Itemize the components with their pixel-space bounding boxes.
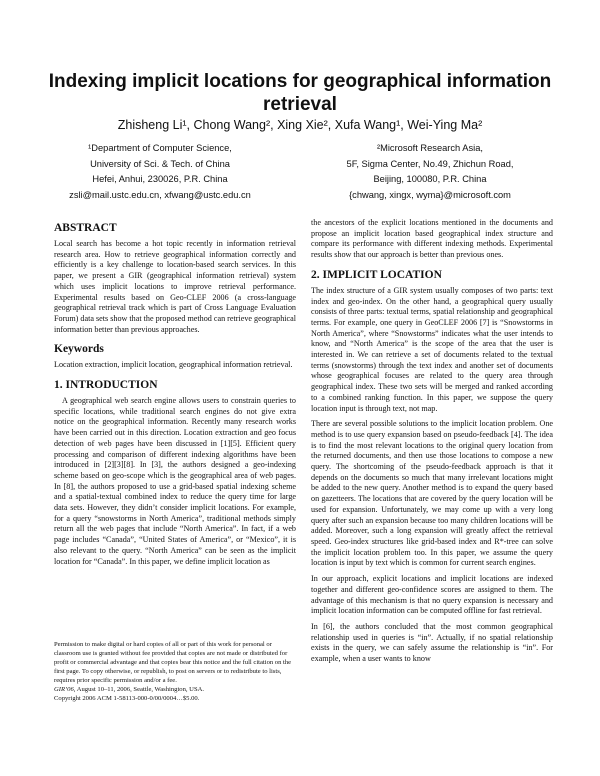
left-column: [54, 222, 296, 572]
affiliation-line: ¹Department of Computer Science,: [88, 143, 232, 153]
affiliation-ustc: [30, 141, 290, 203]
section2-paragraph: In our approach, explicit locations and implicit locations are indexed together and different geo-confidence scores are assigned to them. The advantage of this mechanism is that no query expansion is necessary and implicit location information can be computed offline for fast retrieval.: [311, 574, 553, 616]
affiliation-line: ²Microsoft Research Asia,: [377, 143, 483, 153]
keywords-text: Location extraction, implicit location, geographical information retrieval.: [54, 360, 293, 370]
introduction-paragraph: A geographical web search engine allows users to constrain queries to specific locations, while traditional search engines do not give extra notice on the geographical information. Recently many research works have been carried out in this direction. Location extraction and geo focus detection of web pages have been discussed in [1][5]. Efficient query processing and comparison of different indexing algorithms have been introduced in [2][3][8]. In [3], the authors designed a geo-indexing scheme based on geo-scope which is the geographical area of web pages. In [8], the authors proposed to use a grid-based spatial indexing scheme and a spatial-textual combined index to reduce the query time for large data sets. However, they didn’t consider implicit locations. For example, for a query “snowstorms in North America”, traditional methods simply return all the web pages that include “North America”. In fact, if a web page includes “Canada”, “United States of America”, or “Mexico”, it is also relevant to the query. “North America” can be seen as the implicit location for “Canada”. In this paper, we define implicit location as: [54, 396, 296, 566]
venue-name: GIR’06: [54, 686, 74, 693]
affiliation-email: zsli@mail.ustc.edu.cn, xfwang@ustc.edu.cn: [69, 189, 251, 200]
abstract-heading: ABSTRACT: [54, 222, 117, 234]
implicit-location-heading: 2. IMPLICIT LOCATION: [311, 268, 442, 281]
introduction-continuation: the ancestors of the explicit locations mentioned in the documents and propose an implicit location based geographical index structure and compare its performance with different indexing methods. Experimental results show that our approach is better than previous ones.: [311, 218, 553, 260]
paper-title: Indexing implicit locations for geographical information retrieval: [48, 71, 552, 115]
affiliation-email: {chwang, xingx, wyma}@microsoft.com: [349, 189, 511, 200]
affiliation-line: Beijing, 100080, P.R. China: [373, 174, 487, 184]
section2-paragraph: The index structure of a GIR system usually composes of two parts: text index and geo-index. On the other hand, a geographical query usually consists of three parts: textual terms, spatial relationship and geographical terms. For example, one query in GeoCLEF 2006 [7] is “Snowstorms in North America”, where “Snowstorms” indicates what the user intends to know, and “North America” is the scope of the area that the user is interested in. We can retrieve a set of documents related to the textual terms (snowstorms) through the text index and another set of documents whose geographical focuses are related to the query area through geographical index. These two sets will be merged and ranked according to a combined ranking function. In this paper, we suppose the query location input is through text, not map.: [311, 285, 553, 413]
permission-text: Permission to make digital or hard copies of all or part of this work for personal or classroom use is granted without fee provided that copies are not made or distributed for profit or commercial advantage and that copies bear this notice and the full citation on the first page. To copy otherwise, or republish, to post on servers or to redistribute to lists, requires prior specific permission and/or a fee.: [54, 641, 292, 684]
author-list: Zhisheng Li¹, Chong Wang², Xing Xie², Xufa Wang¹, Wei-Ying Ma²: [117, 118, 483, 132]
section2-paragraph: In [6], the authors concluded that the most common geographical relationship used in queries is “in”. Actually, if no spatial relationship exists in the query, we can safely assume the relationship is “in”. For example, when a user wants to know: [311, 621, 553, 664]
venue-line: [54, 685, 296, 694]
affiliation-line: 5F, Sigma Center, No.49, Zhichun Road,: [346, 158, 514, 169]
venue-details: , August 10–11, 2006, Seattle, Washington, USA.: [73, 686, 205, 693]
introduction-heading: 1. INTRODUCTION: [54, 379, 158, 392]
keywords-heading: Keywords: [54, 343, 104, 356]
abstract-text: Local search has become a hot topic recently in information retrieval research area. How to retrieve geographical information correctly and efficiently is a key challenge to location-based search services. In this paper, we present a GIR (geographical information retrieval) system which uses implicit locations to improve retrieval performance. Experimental results based on Geo-CLEF 2006 (a cross-language geographical retrieval track which is part of Cross Language Evaluation Forum) data sets show that the proposed method can retrieve geographical information better than previous approaches.: [54, 239, 296, 334]
right-column: [311, 218, 553, 670]
permission-notice: [54, 640, 296, 703]
copyright-line: Copyright 2006 ACM 1-58113-000-0/00/0004…$5.00.: [54, 695, 200, 702]
affiliation-msra: [300, 141, 560, 203]
affiliation-line: Hefei, Anhui, 230026, P.R. China: [92, 174, 228, 184]
section2-paragraph: There are several possible solutions to the implicit location problem. One method is to use query expansion based on pseudo-feedback [4]. The idea is to find the most relevant locations to the original query location from the returned documents, and then use those locations to compose a new query. The shortcoming of the pseudo-feedback approach is that it depends on the documents so much that many irrelevant locations might be added to the new query. Another method is to expand the query based on gazetteers. The locations that are covered by the query location will be used for expansion. Unfortunately, we may come up with a very long query after such an expansion because too many children locations will be added. Moreover, such a long expansion will greatly affect the retrieval speed. Geo-index structures like grid-based index and R*-tree can solve the implicit location problem too. In this paper, we assume the query location is input by text which is common for current search engines.: [311, 419, 553, 568]
affiliation-line: University of Sci. & Tech. of China: [90, 158, 230, 169]
